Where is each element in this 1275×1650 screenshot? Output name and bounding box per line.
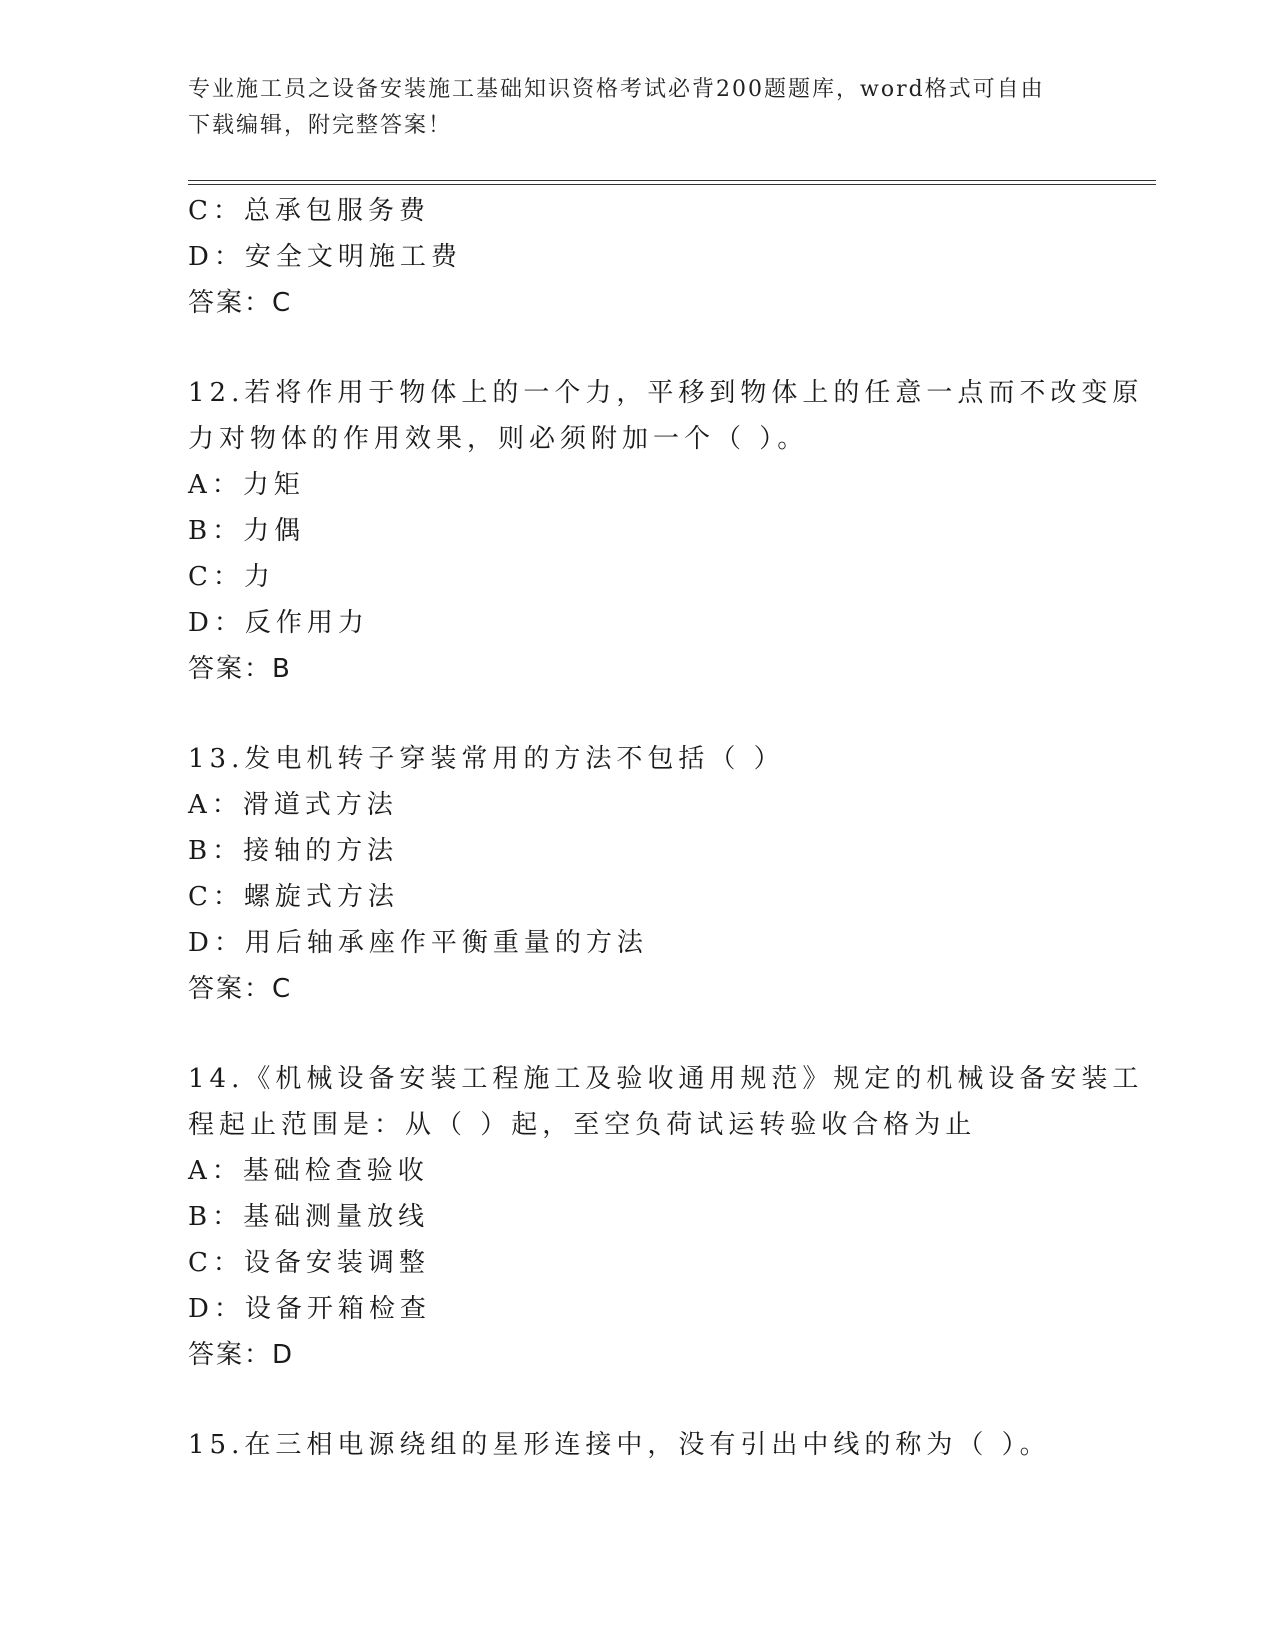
answer-line: 答案：C xyxy=(188,288,293,318)
question-stem-line: 15.在三相电源绕组的星形连接中，没有引出中线的称为（ ）。 xyxy=(188,1430,1051,1460)
option-d: D：反作用力 xyxy=(188,608,369,638)
header-divider-top xyxy=(188,180,1156,181)
option-b: B：接轴的方法 xyxy=(188,836,399,866)
question-stem-line: 13.发电机转子穿装常用的方法不包括（ ） xyxy=(188,744,785,774)
option-b: B：基础测量放线 xyxy=(188,1202,430,1232)
header-title-line2: 下载编辑，附完整答案！ xyxy=(188,113,453,138)
question-stem-line: 14.《机械设备安装工程施工及验收通用规范》规定的机械设备安装工 xyxy=(188,1064,1144,1094)
question-block-11 xyxy=(188,188,1088,326)
option-d: D：用后轴承座作平衡重量的方法 xyxy=(188,928,648,958)
question-stem-line: 力对物体的作用效果，则必须附加一个（ ）。 xyxy=(188,424,809,454)
option-b: B：力偶 xyxy=(188,516,306,546)
option-d: D：安全文明施工费 xyxy=(188,242,462,272)
option-a: A：基础检查验收 xyxy=(188,1156,429,1186)
option-a: A：滑道式方法 xyxy=(188,790,398,820)
answer-line: 答案：C xyxy=(188,974,293,1004)
question-block-15 xyxy=(188,1422,1088,1468)
answer-line: 答案：B xyxy=(188,654,292,684)
option-c: C：力 xyxy=(188,562,275,592)
answer-line: 答案：D xyxy=(188,1340,295,1370)
header-title-line1: 专业施工员之设备安装施工基础知识资格考试必背200题题库，word格式可自由 xyxy=(188,77,1045,102)
question-list xyxy=(188,188,1144,1468)
question-stem-line: 12.若将作用于物体上的一个力，平移到物体上的任意一点而不改变原 xyxy=(188,378,1144,408)
option-c: C：设备安装调整 xyxy=(188,1248,430,1278)
question-block-14 xyxy=(188,1056,1144,1378)
question-block-13 xyxy=(188,736,1088,1012)
page-header xyxy=(188,72,1068,144)
option-d: D：设备开箱检查 xyxy=(188,1294,431,1324)
option-c: C：总承包服务费 xyxy=(188,196,430,226)
option-c: C：螺旋式方法 xyxy=(188,882,399,912)
header-divider-bottom xyxy=(188,184,1156,185)
question-stem-line: 程起止范围是：从（ ）起，至空负荷试运转验收合格为止 xyxy=(188,1110,977,1140)
option-a: A：力矩 xyxy=(188,470,305,500)
question-block-12 xyxy=(188,370,1144,692)
